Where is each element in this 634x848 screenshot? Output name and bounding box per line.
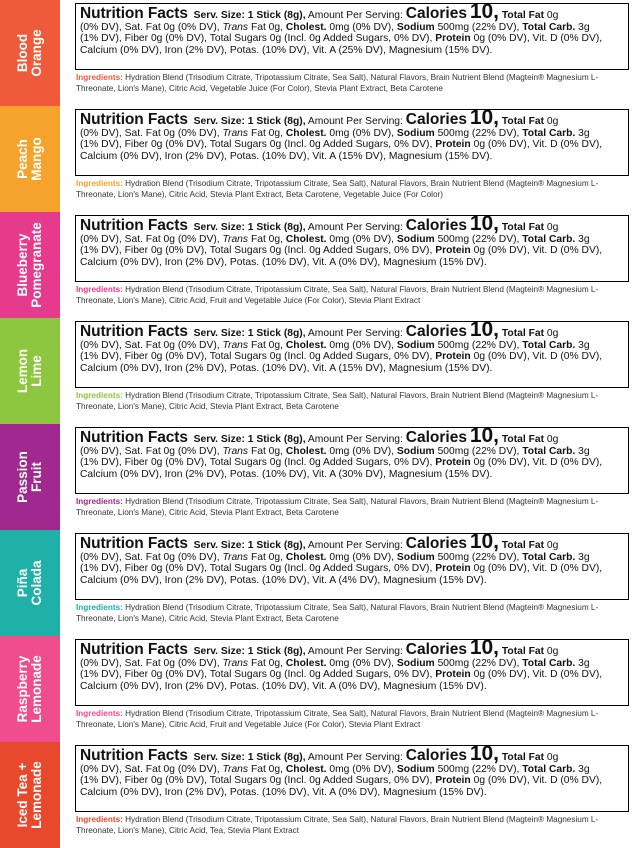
flavor-row <box>0 636 634 742</box>
total-fat-value: 0g <box>546 116 559 127</box>
trans-fat-text: Fat 0g, <box>250 551 283 563</box>
total-fat-label: Total Fat <box>501 752 545 763</box>
cholest-label: Cholest. <box>285 127 327 139</box>
calories-label: Calories <box>405 641 467 658</box>
carb-sugar-text: (1% DV), Fiber 0g (0% DV), Total Sugars 0g (Incl. 0g Added Sugars, 0% DV), <box>80 33 433 45</box>
flavor-row <box>0 742 634 848</box>
ingredients-text <box>76 815 632 836</box>
amount-per-serving: Amount Per Serving: <box>307 540 403 551</box>
vitamin-a-text: Vit. A (0% DV), Magnesium (15% DV). <box>312 257 487 269</box>
flavor-name <box>16 560 44 605</box>
nutrition-facts-panel <box>75 109 629 176</box>
fat-dv-text: (0% DV), Sat. Fat 0g (0% DV), <box>80 127 220 139</box>
calories-label: Calories <box>405 5 467 22</box>
trans-label: Trans <box>222 21 249 33</box>
total-fat-value: 0g <box>546 222 559 233</box>
fat-dv-text: (0% DV), Sat. Fat 0g (0% DV), <box>80 445 220 457</box>
nutrition-facts-panel <box>75 745 629 812</box>
total-carb-value: 3g <box>578 445 590 457</box>
minerals-text: Calcium (0% DV), Iron (2% DV), Potas. (10% DV), <box>80 575 310 587</box>
trans-fat-text: Fat 0g, <box>250 657 283 669</box>
cholest-value: 0mg (0% DV), <box>329 233 395 245</box>
ingredients-list: Hydration Blend (Trisodium Citrate, Tripotassium Citrate, Sea Salt), Natural Flavors, Brain Nutrient Blend (Magtein® Magnesium L-Threonate, Lion's Mane), Citric Acid, Stevia Plant Extract, Beta Carotene, Vegetable Juice (For Color) <box>76 179 599 199</box>
sodium-label: Sodium <box>396 233 435 245</box>
trans-fat-text: Fat 0g, <box>250 127 283 139</box>
fat-dv-text: (0% DV), Sat. Fat 0g (0% DV), <box>80 551 220 563</box>
flavor-tab <box>0 0 60 106</box>
sodium-value: 500mg (22% DV), <box>437 127 520 139</box>
protein-value: 0g (0% DV), Vit. D (0% DV), <box>473 245 603 257</box>
serving-size: Serv. Size: 1 Stick (8g), <box>193 328 306 339</box>
total-fat-value: 0g <box>546 10 559 21</box>
flavor-name <box>16 761 44 829</box>
serving-size: Serv. Size: 1 Stick (8g), <box>193 116 306 127</box>
nutrition-facts-title: Nutrition Facts <box>80 5 188 22</box>
ingredients-list: Hydration Blend (Trisodium Citrate, Tripotassium Citrate, Sea Salt), Natural Flavors, Brain Nutrient Blend (Magtein® Magnesium L-Threonate, Lion's Mane), Citric Acid, Vegetable Juice (For Color), Stevia Plant Extract, Beta Carotene <box>76 73 599 93</box>
flavor-name <box>16 29 44 76</box>
sodium-value: 500mg (22% DV), <box>437 551 520 563</box>
sodium-label: Sodium <box>396 21 435 33</box>
protein-label: Protein <box>435 33 471 45</box>
cholest-label: Cholest. <box>285 233 327 245</box>
nutrition-facts-panel <box>75 639 629 706</box>
total-carb-label: Total Carb. <box>522 127 576 139</box>
cholest-value: 0mg (0% DV), <box>329 21 395 33</box>
vitamin-a-text: Vit. A (30% DV), Magnesium (15% DV). <box>312 469 493 481</box>
trans-label: Trans <box>222 763 249 775</box>
amount-per-serving: Amount Per Serving: <box>307 646 403 657</box>
total-carb-value: 3g <box>578 763 590 775</box>
total-fat-label: Total Fat <box>501 222 545 233</box>
flavor-row <box>0 212 634 318</box>
ingredients-list: Hydration Blend (Trisodium Citrate, Tripotassium Citrate, Sea Salt), Natural Flavors, Brain Nutrient Blend (Magtein® Magnesium L-Threonate, Lion's Mane), Citric Acid, Stevia Plant Extract, Beta Carotene <box>76 603 599 623</box>
total-carb-value: 3g <box>578 551 590 563</box>
total-fat-value: 0g <box>546 434 559 445</box>
sodium-value: 500mg (22% DV), <box>437 763 520 775</box>
sodium-label: Sodium <box>396 127 435 139</box>
flavor-name-line2: Lime <box>29 355 44 387</box>
trans-label: Trans <box>222 551 249 563</box>
flavor-tab <box>0 212 60 318</box>
serving-size: Serv. Size: 1 Stick (8g), <box>193 10 306 21</box>
total-carb-label: Total Carb. <box>522 763 576 775</box>
protein-label: Protein <box>435 139 471 151</box>
nutrition-facts-panel <box>75 321 629 388</box>
total-fat-value: 0g <box>546 646 559 657</box>
protein-value: 0g (0% DV), Vit. D (0% DV), <box>473 139 603 151</box>
protein-value: 0g (0% DV), Vit. D (0% DV), <box>473 563 603 575</box>
cholest-label: Cholest. <box>285 445 327 457</box>
cholest-value: 0mg (0% DV), <box>329 657 395 669</box>
flavor-name-line2: Fruit <box>29 462 44 492</box>
sodium-value: 500mg (22% DV), <box>437 233 520 245</box>
calories-label: Calories <box>405 111 467 128</box>
flavor-tab <box>0 636 60 742</box>
amount-per-serving: Amount Per Serving: <box>307 434 403 445</box>
minerals-text: Calcium (0% DV), Iron (2% DV), Potas. (10% DV), <box>80 45 310 57</box>
serving-size: Serv. Size: 1 Stick (8g), <box>193 222 306 233</box>
sodium-label: Sodium <box>396 339 435 351</box>
sodium-value: 500mg (22% DV), <box>437 339 520 351</box>
ingredients-text <box>76 73 632 94</box>
fat-dv-text: (0% DV), Sat. Fat 0g (0% DV), <box>80 339 220 351</box>
flavor-name-line1: Piña <box>15 568 30 598</box>
calories-label: Calories <box>405 429 467 446</box>
ingredients-label: Ingredients: <box>76 815 123 824</box>
serving-size: Serv. Size: 1 Stick (8g), <box>193 540 306 551</box>
flavor-name-line1: Peach <box>15 139 30 179</box>
serving-size: Serv. Size: 1 Stick (8g), <box>193 646 306 657</box>
carb-sugar-text: (1% DV), Fiber 0g (0% DV), Total Sugars 0g (Incl. 0g Added Sugars, 0% DV), <box>80 139 433 151</box>
flavor-name-line1: Blood <box>15 33 30 73</box>
calories-value: 10, <box>469 427 500 447</box>
cholest-value: 0mg (0% DV), <box>329 445 395 457</box>
ingredients-label: Ingredients: <box>76 391 123 400</box>
flavor-row <box>0 530 634 636</box>
calories-label: Calories <box>405 535 467 552</box>
cholest-label: Cholest. <box>285 657 327 669</box>
flavor-tab <box>0 530 60 636</box>
total-fat-label: Total Fat <box>501 10 545 21</box>
protein-label: Protein <box>435 669 471 681</box>
flavor-name <box>16 137 44 181</box>
protein-label: Protein <box>435 245 471 257</box>
fat-dv-text: (0% DV), Sat. Fat 0g (0% DV), <box>80 233 220 245</box>
calories-label: Calories <box>405 323 467 340</box>
cholest-label: Cholest. <box>285 339 327 351</box>
cholest-value: 0mg (0% DV), <box>329 763 395 775</box>
cholest-label: Cholest. <box>285 763 327 775</box>
total-fat-value: 0g <box>546 328 559 339</box>
flavor-name <box>16 349 44 393</box>
vitamin-a-text: Vit. A (25% DV), Magnesium (15% DV). <box>312 45 493 57</box>
vitamin-a-text: Vit. A (0% DV), Magnesium (15% DV). <box>312 681 487 693</box>
minerals-text: Calcium (0% DV), Iron (2% DV), Potas. (10% DV), <box>80 681 310 693</box>
nutrition-facts-panel <box>75 427 629 494</box>
flavor-name-line1: Raspberry <box>15 655 30 723</box>
protein-value: 0g (0% DV), Vit. D (0% DV), <box>473 669 603 681</box>
protein-value: 0g (0% DV), Vit. D (0% DV), <box>473 775 603 787</box>
total-carb-value: 3g <box>578 339 590 351</box>
ingredients-label: Ingredients: <box>76 73 123 82</box>
flavor-name-line2: Lemonade <box>29 655 44 723</box>
flavor-row <box>0 424 634 530</box>
protein-label: Protein <box>435 775 471 787</box>
minerals-text: Calcium (0% DV), Iron (2% DV), Potas. (10% DV), <box>80 469 310 481</box>
flavor-name-line1: Iced Tea + <box>15 762 30 828</box>
ingredients-list: Hydration Blend (Trisodium Citrate, Tripotassium Citrate, Sea Salt), Natural Flavors, Brain Nutrient Blend (Magtein® Magnesium L-Threonate, Lion's Mane), Citric Acid, Fruit and Vegetable Juice (For Color), Stevia Plant Extract <box>76 709 599 729</box>
ingredients-label: Ingredients: <box>76 603 123 612</box>
sodium-label: Sodium <box>396 657 435 669</box>
vitamin-a-text: Vit. A (15% DV), Magnesium (15% DV). <box>312 151 493 163</box>
amount-per-serving: Amount Per Serving: <box>307 222 403 233</box>
ingredients-text <box>76 497 632 518</box>
total-fat-label: Total Fat <box>501 646 545 657</box>
flavor-row <box>0 318 634 424</box>
trans-fat-text: Fat 0g, <box>250 445 283 457</box>
trans-fat-text: Fat 0g, <box>250 233 283 245</box>
vitamin-a-text: Vit. A (4% DV), Magnesium (15% DV). <box>312 575 487 587</box>
trans-label: Trans <box>222 233 249 245</box>
nutrition-facts-panel <box>75 533 629 600</box>
protein-value: 0g (0% DV), Vit. D (0% DV), <box>473 457 603 469</box>
nutrition-facts-title: Nutrition Facts <box>80 641 188 658</box>
nutrition-facts-title: Nutrition Facts <box>80 323 188 340</box>
ingredients-text <box>76 179 632 200</box>
ingredients-label: Ingredients: <box>76 285 123 294</box>
serving-size: Serv. Size: 1 Stick (8g), <box>193 434 306 445</box>
total-fat-label: Total Fat <box>501 540 545 551</box>
flavor-name <box>16 655 44 723</box>
protein-value: 0g (0% DV), Vit. D (0% DV), <box>473 351 603 363</box>
flavor-tab <box>0 424 60 530</box>
amount-per-serving: Amount Per Serving: <box>307 328 403 339</box>
ingredients-list: Hydration Blend (Trisodium Citrate, Tripotassium Citrate, Sea Salt), Natural Flavors, Brain Nutrient Blend (Magtein® Magnesium L-Threonate, Lion's Mane), Citric Acid, Stevia Plant Extract, Beta Carotene <box>76 497 599 517</box>
calories-value: 10, <box>469 215 500 235</box>
total-carb-value: 3g <box>578 21 590 33</box>
total-carb-label: Total Carb. <box>522 551 576 563</box>
minerals-text: Calcium (0% DV), Iron (2% DV), Potas. (10% DV), <box>80 151 310 163</box>
nutrition-facts-title: Nutrition Facts <box>80 747 188 764</box>
fat-dv-text: (0% DV), Sat. Fat 0g (0% DV), <box>80 763 220 775</box>
vitamin-a-text: Vit. A (0% DV), Magnesium (15% DV). <box>312 787 487 799</box>
protein-label: Protein <box>435 457 471 469</box>
nutrition-facts-panel <box>75 3 629 70</box>
trans-fat-text: Fat 0g, <box>250 763 283 775</box>
calories-value: 10, <box>469 321 500 341</box>
nutrition-facts-title: Nutrition Facts <box>80 111 188 128</box>
flavor-row <box>0 106 634 212</box>
carb-sugar-text: (1% DV), Fiber 0g (0% DV), Total Sugars 0g (Incl. 0g Added Sugars, 0% DV), <box>80 245 433 257</box>
nutrition-facts-title: Nutrition Facts <box>80 429 188 446</box>
vitamin-a-text: Vit. A (15% DV), Magnesium (15% DV). <box>312 363 493 375</box>
sodium-label: Sodium <box>396 445 435 457</box>
ingredients-list: Hydration Blend (Trisodium Citrate, Tripotassium Citrate, Sea Salt), Natural Flavors, Brain Nutrient Blend (Magtein® Magnesium L-Threonate, Lion's Mane), Citric Acid, Tea, Stevia Plant Extract <box>76 815 599 835</box>
flavor-tab <box>0 742 60 848</box>
flavor-name-line1: Passion <box>15 451 30 503</box>
flavor-tab <box>0 106 60 212</box>
ingredients-label: Ingredients: <box>76 179 123 188</box>
total-carb-label: Total Carb. <box>522 445 576 457</box>
total-fat-label: Total Fat <box>501 328 545 339</box>
carb-sugar-text: (1% DV), Fiber 0g (0% DV), Total Sugars 0g (Incl. 0g Added Sugars, 0% DV), <box>80 351 433 363</box>
total-fat-label: Total Fat <box>501 434 545 445</box>
calories-label: Calories <box>405 747 467 764</box>
total-fat-value: 0g <box>546 540 559 551</box>
total-carb-label: Total Carb. <box>522 657 576 669</box>
total-carb-label: Total Carb. <box>522 233 576 245</box>
ingredients-label: Ingredients: <box>76 497 123 506</box>
calories-value: 10, <box>469 745 500 765</box>
cholest-label: Cholest. <box>285 551 327 563</box>
ingredients-label: Ingredients: <box>76 709 123 718</box>
ingredients-text <box>76 603 632 624</box>
ingredients-text <box>76 709 632 730</box>
sodium-label: Sodium <box>396 551 435 563</box>
flavor-name-line1: Lemon <box>15 348 30 394</box>
flavor-name-line2: Colada <box>29 560 44 606</box>
amount-per-serving: Amount Per Serving: <box>307 752 403 763</box>
carb-sugar-text: (1% DV), Fiber 0g (0% DV), Total Sugars 0g (Incl. 0g Added Sugars, 0% DV), <box>80 669 433 681</box>
flavor-name-line1: Blueberry <box>15 233 30 297</box>
minerals-text: Calcium (0% DV), Iron (2% DV), Potas. (10% DV), <box>80 257 310 269</box>
ingredients-list: Hydration Blend (Trisodium Citrate, Tripotassium Citrate, Sea Salt), Natural Flavors, Brain Nutrient Blend (Magtein® Magnesium L-Threonate, Lion's Mane), Citric Acid, Stevia Plant Extract, Beta Carotene <box>76 391 599 411</box>
total-carb-value: 3g <box>578 233 590 245</box>
ingredients-text <box>76 285 632 306</box>
flavor-tab <box>0 318 60 424</box>
serving-size: Serv. Size: 1 Stick (8g), <box>193 752 306 763</box>
sodium-value: 500mg (22% DV), <box>437 657 520 669</box>
total-fat-value: 0g <box>546 752 559 763</box>
protein-label: Protein <box>435 563 471 575</box>
total-carb-value: 3g <box>578 127 590 139</box>
minerals-text: Calcium (0% DV), Iron (2% DV), Potas. (10% DV), <box>80 787 310 799</box>
trans-fat-text: Fat 0g, <box>250 21 283 33</box>
ingredients-list: Hydration Blend (Trisodium Citrate, Tripotassium Citrate, Sea Salt), Natural Flavors, Brain Nutrient Blend (Magtein® Magnesium L-Threonate, Lion's Mane), Citric Acid, Fruit and Vegetable Juice (For Color), Stevia Plant Extract <box>76 285 599 305</box>
sodium-value: 500mg (22% DV), <box>437 21 520 33</box>
trans-label: Trans <box>222 445 249 457</box>
carb-sugar-text: (1% DV), Fiber 0g (0% DV), Total Sugars 0g (Incl. 0g Added Sugars, 0% DV), <box>80 775 433 787</box>
trans-label: Trans <box>222 657 249 669</box>
flavor-row <box>0 0 634 106</box>
flavor-name <box>16 451 44 503</box>
calories-value: 10, <box>469 639 500 659</box>
calories-value: 10, <box>469 109 500 129</box>
nutrition-facts-title: Nutrition Facts <box>80 535 188 552</box>
sodium-label: Sodium <box>396 763 435 775</box>
total-carb-label: Total Carb. <box>522 21 576 33</box>
sodium-value: 500mg (22% DV), <box>437 445 520 457</box>
cholest-label: Cholest. <box>285 21 327 33</box>
nutrition-facts-title: Nutrition Facts <box>80 217 188 234</box>
trans-label: Trans <box>222 339 249 351</box>
flavor-name-line2: Lemonade <box>29 761 44 829</box>
total-carb-label: Total Carb. <box>522 339 576 351</box>
fat-dv-text: (0% DV), Sat. Fat 0g (0% DV), <box>80 21 220 33</box>
fat-dv-text: (0% DV), Sat. Fat 0g (0% DV), <box>80 657 220 669</box>
ingredients-text <box>76 391 632 412</box>
cholest-value: 0mg (0% DV), <box>329 127 395 139</box>
total-carb-value: 3g <box>578 657 590 669</box>
carb-sugar-text: (1% DV), Fiber 0g (0% DV), Total Sugars 0g (Incl. 0g Added Sugars, 0% DV), <box>80 457 433 469</box>
total-fat-label: Total Fat <box>501 116 545 127</box>
calories-label: Calories <box>405 217 467 234</box>
nutrition-facts-panel <box>75 215 629 282</box>
protein-value: 0g (0% DV), Vit. D (0% DV), <box>473 33 603 45</box>
calories-value: 10, <box>469 3 500 23</box>
carb-sugar-text: (1% DV), Fiber 0g (0% DV), Total Sugars 0g (Incl. 0g Added Sugars, 0% DV), <box>80 563 433 575</box>
trans-fat-text: Fat 0g, <box>250 339 283 351</box>
amount-per-serving: Amount Per Serving: <box>307 10 403 21</box>
calories-value: 10, <box>469 533 500 553</box>
amount-per-serving: Amount Per Serving: <box>307 116 403 127</box>
cholest-value: 0mg (0% DV), <box>329 551 395 563</box>
flavor-name-line2: Mango <box>29 137 44 181</box>
flavor-name-line2: Pomegranate <box>29 222 44 308</box>
flavor-name-line2: Orange <box>29 29 44 77</box>
trans-label: Trans <box>222 127 249 139</box>
flavor-name <box>16 222 44 308</box>
protein-label: Protein <box>435 351 471 363</box>
minerals-text: Calcium (0% DV), Iron (2% DV), Potas. (10% DV), <box>80 363 310 375</box>
cholest-value: 0mg (0% DV), <box>329 339 395 351</box>
